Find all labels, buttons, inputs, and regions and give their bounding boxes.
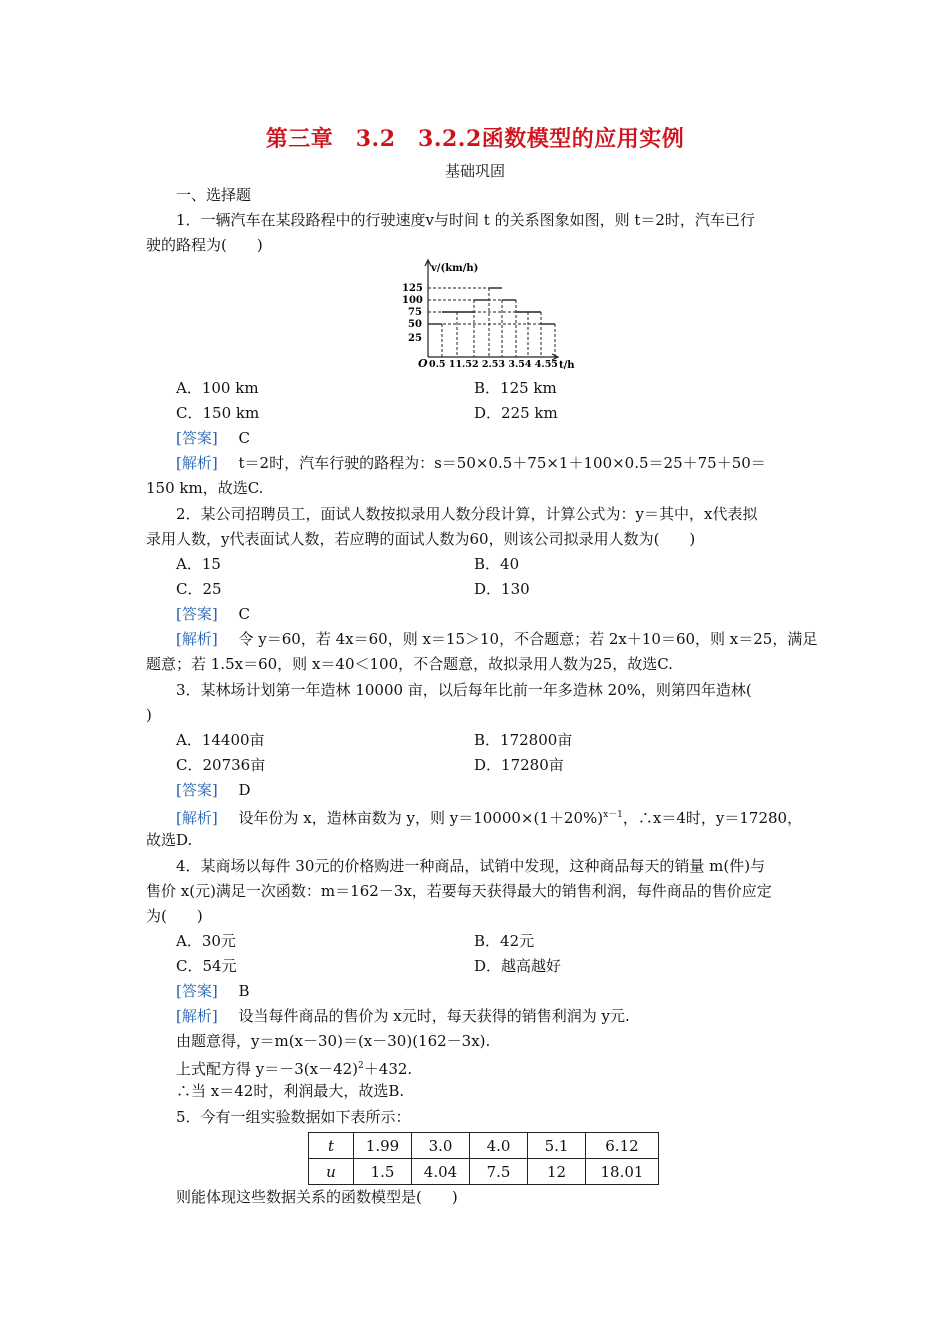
q2-stem-line-1: 2．某公司招聘员工，面试人数按拟录用人数分段计算，计算公式为：y＝其中，x代表拟	[176, 505, 758, 523]
q4-analysis-line-4: ∴当 x＝42时，利润最大，故选B.	[176, 1082, 405, 1100]
page-subtitle: 基础巩固	[444, 162, 505, 180]
analysis-tag: [解析]	[176, 630, 218, 648]
y-tick-100: 100	[402, 295, 423, 306]
speed-step-segments	[428, 288, 555, 324]
q1-option-b: B．125 km	[474, 379, 557, 397]
q3-option-c: C．20736亩	[176, 756, 266, 774]
q3-answer-row	[176, 781, 251, 799]
table-cell: 7.5	[470, 1159, 528, 1185]
q3-analysis-exponent: x－1	[603, 810, 623, 820]
table-cell: 5.1	[528, 1133, 586, 1159]
q3-option-a: A．14400亩	[176, 731, 265, 749]
graph-y-axis-label: v/(km/h)	[431, 263, 479, 274]
q1-option-c: C．150 km	[176, 404, 260, 422]
q4-option-c: C．54元	[176, 957, 237, 975]
q2-answer: C	[238, 605, 250, 623]
q3-analysis-line-1b: ，∴x＝4时，y＝17280，	[622, 809, 803, 827]
q1-analysis-row	[176, 454, 766, 472]
graph-x-tick-labels: 0.5 11.52 2.53 3.54 4.55	[429, 359, 558, 369]
q4-option-a: A．30元	[176, 932, 236, 950]
table-row	[309, 1133, 659, 1159]
q5-question: 则能体现这些数据关系的函数模型是( )	[176, 1188, 458, 1206]
analysis-tag: [解析]	[176, 809, 218, 827]
q3-option-d: D．17280亩	[474, 756, 564, 774]
q4-option-d: D．越高越好	[474, 957, 562, 975]
q1-option-d: D．225 km	[474, 404, 558, 422]
page-title: 第三章 3.2 3.2.2函数模型的应用实例	[265, 126, 685, 152]
q4-analysis-line-2: 由题意得，y＝m(x－30)＝(x－30)(162－3x).	[176, 1032, 491, 1050]
section-heading: 一、选择题	[176, 186, 252, 204]
q4-analysis-row	[176, 1007, 630, 1025]
q4-analysis-line-3	[176, 1057, 412, 1078]
graph-x-axis-label: t/h	[559, 360, 575, 369]
q4-analysis-line-3b: ＋432.	[363, 1060, 413, 1078]
q1-analysis-line-1: t＝2时，汽车行驶的路程为：s＝50×0.5＋75×1＋100×0.5＝25＋75＋50＝	[238, 454, 766, 472]
q3-analysis-line-2: 故选D.	[146, 831, 193, 849]
table-cell: 3.0	[412, 1133, 470, 1159]
q2-analysis-row	[176, 630, 817, 648]
q2-answer-row	[176, 605, 250, 623]
y-tick-75: 75	[408, 307, 422, 318]
table-row-header: u	[309, 1159, 354, 1185]
q4-analysis-exponent: 2	[358, 1061, 364, 1071]
table-cell: 6.12	[586, 1133, 659, 1159]
table-cell: 12	[528, 1159, 586, 1185]
y-tick-125: 125	[402, 283, 423, 294]
q1-option-a: A．100 km	[176, 379, 259, 397]
graph-dashed-guides	[428, 288, 555, 357]
speed-time-graph	[398, 257, 588, 369]
q1-analysis-line-2: 150 km，故选C.	[146, 479, 264, 497]
q2-option-c: C．25	[176, 580, 222, 598]
q2-analysis-line-2: 题意；若 1.5x＝60，则 x＝40＜100，不合题意，故拟录用人数为25，故选C.	[146, 655, 673, 673]
q2-option-b: B．40	[474, 555, 520, 573]
y-tick-25: 25	[408, 333, 422, 344]
q3-option-b: B．172800亩	[474, 731, 573, 749]
q4-analysis-line-1: 设当每件商品的售价为 x元时，每天获得的销售利润为 y元.	[238, 1007, 630, 1025]
q2-option-d: D．130	[474, 580, 530, 598]
table-row	[309, 1159, 659, 1185]
q3-stem-line-1: 3．某林场计划第一年造林 10000 亩，以后每年比前一年多造林 20%，则第四年造林(	[176, 681, 752, 699]
q3-stem-line-2: )	[146, 706, 152, 724]
q4-answer-row	[176, 982, 250, 1000]
q3-analysis-row	[176, 806, 802, 827]
q1-answer: C	[238, 429, 250, 447]
q2-option-a: A．15	[176, 555, 221, 573]
experiment-data-table	[308, 1132, 659, 1185]
table-row-header: t	[309, 1133, 354, 1159]
analysis-tag: [解析]	[176, 1007, 218, 1025]
table-cell: 4.0	[470, 1133, 528, 1159]
q2-analysis-line-1: 令 y＝60，若 4x＝60，则 x＝15＞10，不合题意；若 2x＋10＝60，则 x＝25，满足	[238, 630, 818, 648]
q4-answer: B	[238, 982, 250, 1000]
q4-stem-line-2: 售价 x(元)满足一次函数：m＝162－3x，若要每天获得最大的销售利润，每件商品的售价应定	[146, 882, 772, 900]
q3-analysis-line-1a: 设年份为 x，造林亩数为 y，则 y＝10000×(1＋20%)	[238, 809, 604, 827]
y-tick-50: 50	[408, 319, 422, 330]
q4-stem-line-3: 为( )	[146, 907, 203, 925]
q4-analysis-line-3a: 上式配方得 y＝－3(x－42)	[176, 1060, 359, 1078]
q5-stem: 5．今有一组实验数据如下表所示：	[176, 1108, 411, 1126]
graph-origin-label: O	[418, 357, 428, 369]
q1-stem-line-2: 驶的路程为( )	[146, 236, 263, 254]
analysis-tag: [解析]	[176, 454, 218, 472]
table-cell: 1.5	[354, 1159, 412, 1185]
answer-tag: [答案]	[176, 982, 218, 1000]
q4-option-b: B．42元	[474, 932, 535, 950]
q4-stem-line-1: 4．某商场以每件 30元的价格购进一种商品，试销中发现，这种商品每天的销量 m(件)与	[176, 857, 766, 875]
table-cell: 1.99	[354, 1133, 412, 1159]
q1-answer-row	[176, 429, 250, 447]
table-cell: 18.01	[586, 1159, 659, 1185]
answer-tag: [答案]	[176, 781, 218, 799]
q1-stem-line-1: 1．一辆汽车在某段路程中的行驶速度v与时间 t 的关系图象如图，则 t＝2时，汽车已行	[176, 211, 755, 229]
answer-tag: [答案]	[176, 605, 218, 623]
answer-tag: [答案]	[176, 429, 218, 447]
q2-stem-line-2: 录用人数，y代表面试人数，若应聘的面试人数为60，则该公司拟录用人数为( )	[146, 530, 696, 548]
q3-answer: D	[238, 781, 251, 799]
table-cell: 4.04	[412, 1159, 470, 1185]
